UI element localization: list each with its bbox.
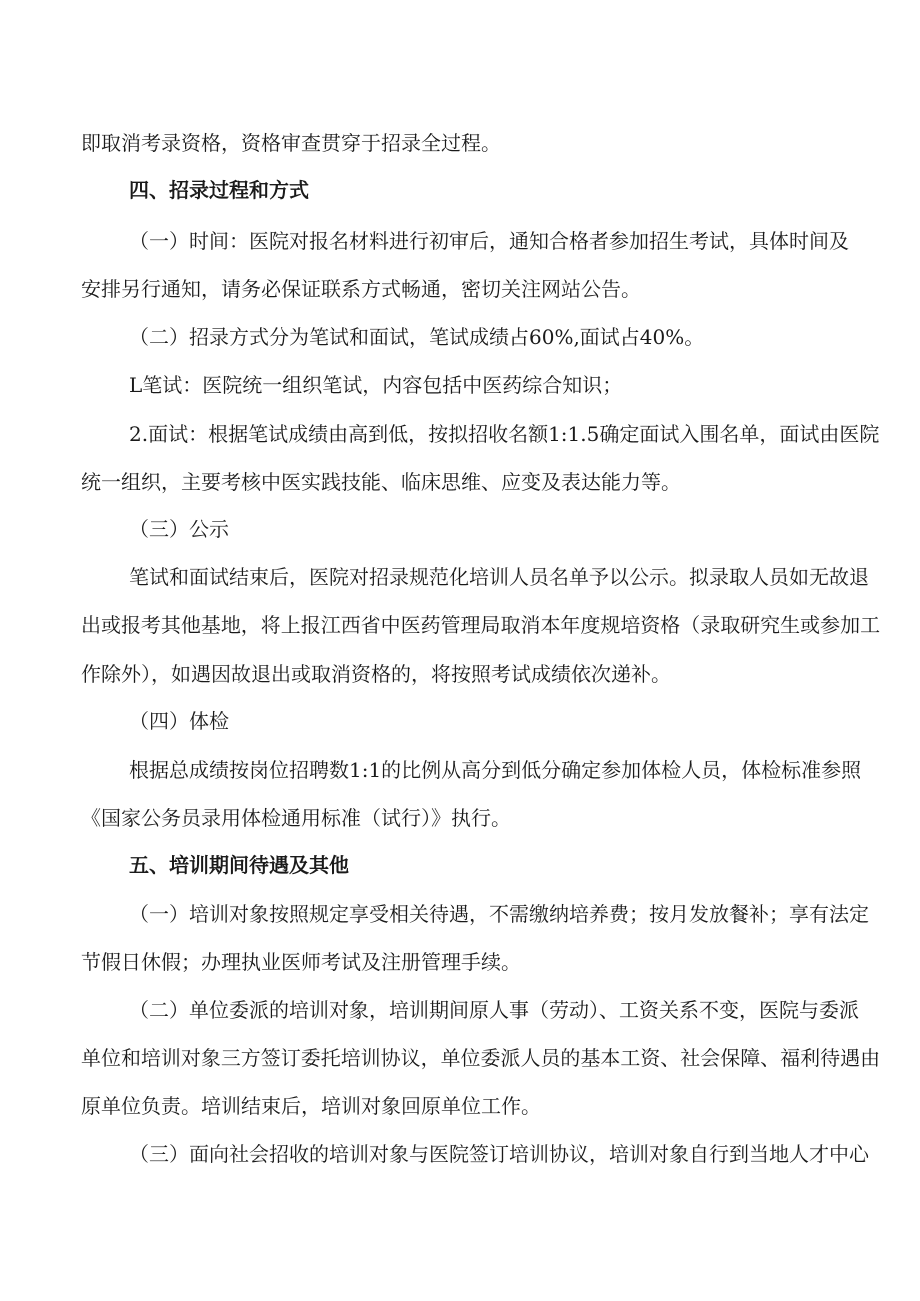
paragraph-line: （三）面向社会招收的培训对象与医院签订培训协议，培训对象自行到当地人才中心: [129, 1142, 869, 1166]
paragraph-line: 根据总成绩按岗位招聘数1:1的比例从高分到低分确定参加体检人员，体检标准参照: [129, 758, 862, 782]
paragraph-line: （一）时间：医院对报名材料进行初审后，通知合格者参加招生考试，具体时间及: [129, 229, 849, 253]
paragraph-line: 《国家公务员录用体检通用标准（试行）》执行。: [81, 806, 511, 830]
subheading-line: （三）公示: [129, 517, 229, 541]
paragraph-line: 作除外），如遇因故退出或取消资格的，将按照考试成绩依次递补。: [81, 662, 671, 686]
paragraph-line: 2.面试：根据笔试成绩由高到低，按拟招收名额1:1.5确定面试入围名单，面试由医院: [129, 422, 880, 446]
paragraph-line: 统一组织，主要考核中医实践技能、临床思维、应变及表达能力等。: [81, 470, 681, 494]
subheading-line: （四）体检: [129, 709, 229, 733]
paragraph-line: 原单位负责。培训结束后，培训对象回原单位工作。: [81, 1094, 541, 1118]
paragraph-line: 安排另行通知，请务必保证联系方式畅通，密切关注网站公告。: [81, 277, 641, 301]
paragraph-line: 笔试和面试结束后，医院对招录规范化培训人员名单予以公示。拟录取人员如无故退: [129, 565, 869, 589]
section-heading-4: 四、招录过程和方式: [129, 178, 309, 202]
paragraph-line: 单位和培训对象三方签订委托培训协议，单位委派人员的基本工资、社会保障、福利待遇由: [81, 1046, 881, 1070]
paragraph-line: 节假日休假；办理执业医师考试及注册管理手续。: [81, 950, 521, 974]
paragraph-line: （一）培训对象按照规定享受相关待遇，不需缴纳培养费；按月发放餐补；享有法定: [129, 902, 869, 926]
paragraph-line: （二）单位委派的培训对象，培训期间原人事（劳动）、工资关系不变，医院与委派: [129, 998, 859, 1022]
paragraph-line: 即取消考录资格，资格审查贯穿于招录全过程。: [81, 131, 501, 155]
paragraph-line: （二）招录方式分为笔试和面试，笔试成绩占60%,面试占40%。: [129, 325, 705, 349]
section-heading-5: 五、培训期间待遇及其他: [129, 853, 349, 877]
paragraph-line: 出或报考其他基地，将上报江西省中医药管理局取消本年度规培资格（录取研究生或参加工: [81, 613, 881, 637]
paragraph-line: L笔试：医院统一组织笔试，内容包括中医药综合知识；: [129, 373, 623, 397]
